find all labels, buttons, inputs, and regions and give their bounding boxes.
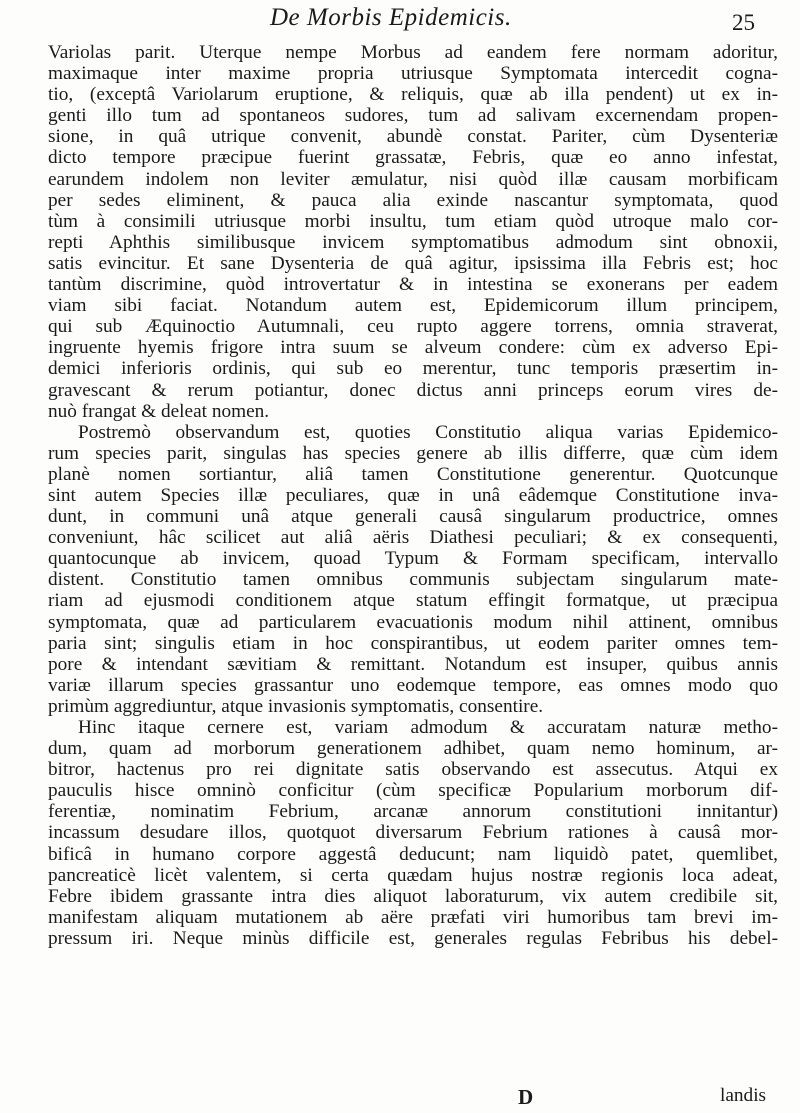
text-line: ingruente hyemis frigore intra suum se alveum condere: cùm ex adverso Epi- [48,337,778,359]
text-line: genti illo tum ad spontaneos sudores, tum ad salivam excernendam propen- [48,105,778,127]
text-line: Variolas parit. Uterque nempe Morbus ad eandem fere normam adoritur, [48,42,778,63]
text-line: repti Aphthis similibusque invicem symptomatibus admodum sint obnoxii, [48,231,778,253]
text-line: maximaque inter maxime propria utriusque Symptomata intercedit cogna- [48,63,778,85]
text-line: ferentiæ, nominatim Febrium, arcanæ annorum constitutioni innitantur) [48,801,778,823]
text-line: dunt, in communi unâ atque generali causâ singularum productrice, omnes [48,506,778,528]
text-line: distent. Constitutio tamen omnibus communis subjectam singularum mate- [48,569,778,591]
text-line: rum species parit, singulas has species genere ab illis differre, quæ cùm idem [48,442,778,464]
text-line: satis evincitur. Et sane Dysenteria de quâ agitur, ipsissima illa Febris est; hoc [48,252,778,274]
text-line: incassum desudare illos, quotquot diversarum Febrium rationes à causâ mor- [48,822,778,844]
text-line: gravescant & rerum potiantur, donec dictus anni princeps eorum vires de- [48,379,778,401]
text-line: demici inferioris ordinis, qui sub eo merentur, tunc temporis præsertim in- [48,358,778,380]
text-line: Febre ibidem grassante intra dies aliquot laboraturum, vix autem credibile sit, [48,885,778,907]
text-line: bificâ in humano corpore aggestâ deducunt; nam liquidò patet, quemlibet, [48,843,778,865]
running-head [0,4,800,38]
text-line: pressum iri. Neque minùs difficile est, generales regulas Febribus his debel- [48,927,778,949]
paragraph-end-line: nuò frangat & deleat nomen. [48,400,270,422]
text-line: variæ illarum species grassantur uno eodemque tempore, eas omnes modo quo [48,674,778,696]
text-line: tùm à consimili utriusque morbi insultu, tum etiam quòd utroque malo cor- [48,210,778,232]
text-line: conveniunt, hâc scilicet aut aliâ aëris Diathesi peculiari; & ex consequenti, [48,527,778,549]
page-number: 25 [732,10,755,35]
text-line: pancreaticè licèt valentem, si certa quædam hujus nostræ regionis loca adeat, [48,864,778,886]
text-line: quantocunque ab invicem, quoad Typum & Formam specificam, intervallo [48,548,778,570]
body-text [48,42,778,949]
text-line: sint autem Species illæ peculiares, quæ in unâ eâdemque Constitutione inva- [48,484,778,506]
text-line: dicto tempore præcipue fuerint grassatæ, Febris, quæ eo anno infestat, [48,147,778,169]
text-line: manifestam aliquam mutationem ab aëre præfati viri humoribus tam brevi im- [48,906,778,928]
text-line: tantùm discrimine, quòd introvertatur & in intestina se exonerans per eadem [48,274,778,296]
paragraph-start-line: Postremò observandum est, quoties Constitutio aliqua varias Epidemico- [78,421,778,443]
signature-mark: D [518,1085,534,1109]
text-line: symptomata, quæ ad particularem evacuationis modum nihil attinent, omnibus [48,611,778,633]
page-footer [0,1085,800,1109]
text-line: sione, in quâ utrique convenit, abundè constat. Pariter, cùm Dysenteriæ [48,126,778,148]
text-line: per sedes eliminent, & pauca alia exinde nascantur symptomata, quod [48,189,778,211]
text-line: qui sub Æquinoctio Autumnali, ceu rupto aggere torrens, omnia straverat, [48,316,778,338]
running-title: De Morbis Epidemicis. [270,4,512,31]
text-line: riam ad ejusmodi conditionem atque statum effingit formatque, ut præcipua [48,590,778,612]
text-line: planè nomen sortiantur, aliâ tamen Constitutione generentur. Quotcunque [48,463,778,485]
text-line: pore & intendant sævitiam & remittant. Notandum est insuper, quibus annis [48,653,778,675]
text-line: bitror, hactenus pro rei dignitate satis observando est assecutus. Atqui ex [48,759,778,781]
paragraph-start-line: Hinc itaque cernere est, variam admodum & accuratam naturæ metho- [78,717,778,738]
text-line: earundem indolem non leviter æmulatur, nisi quòd illæ causam morbificam [48,168,778,190]
text-line: dum, quam ad morborum generationem adhibet, quam nemo hominum, ar- [48,738,778,760]
text-line: tio, (exceptâ Variolarum eruptione, & reliquis, quæ ab illa pendent) ut ex in- [48,84,778,106]
text-line: viam sibi faciat. Notandum autem est, Epidemicorum illum principem, [48,295,778,317]
catchword: landis [720,1085,767,1106]
text-line: pauculis hisce omninò conficitur (cùm specificæ Popularium morborum dif- [48,780,778,802]
text-line: paria sint; singulis etiam in hoc conspirantibus, ut eodem pariter omnes tem- [48,632,778,654]
paragraph-end-line: primùm aggrediuntur, atque invasionis symptomatis, consentire. [48,695,544,717]
